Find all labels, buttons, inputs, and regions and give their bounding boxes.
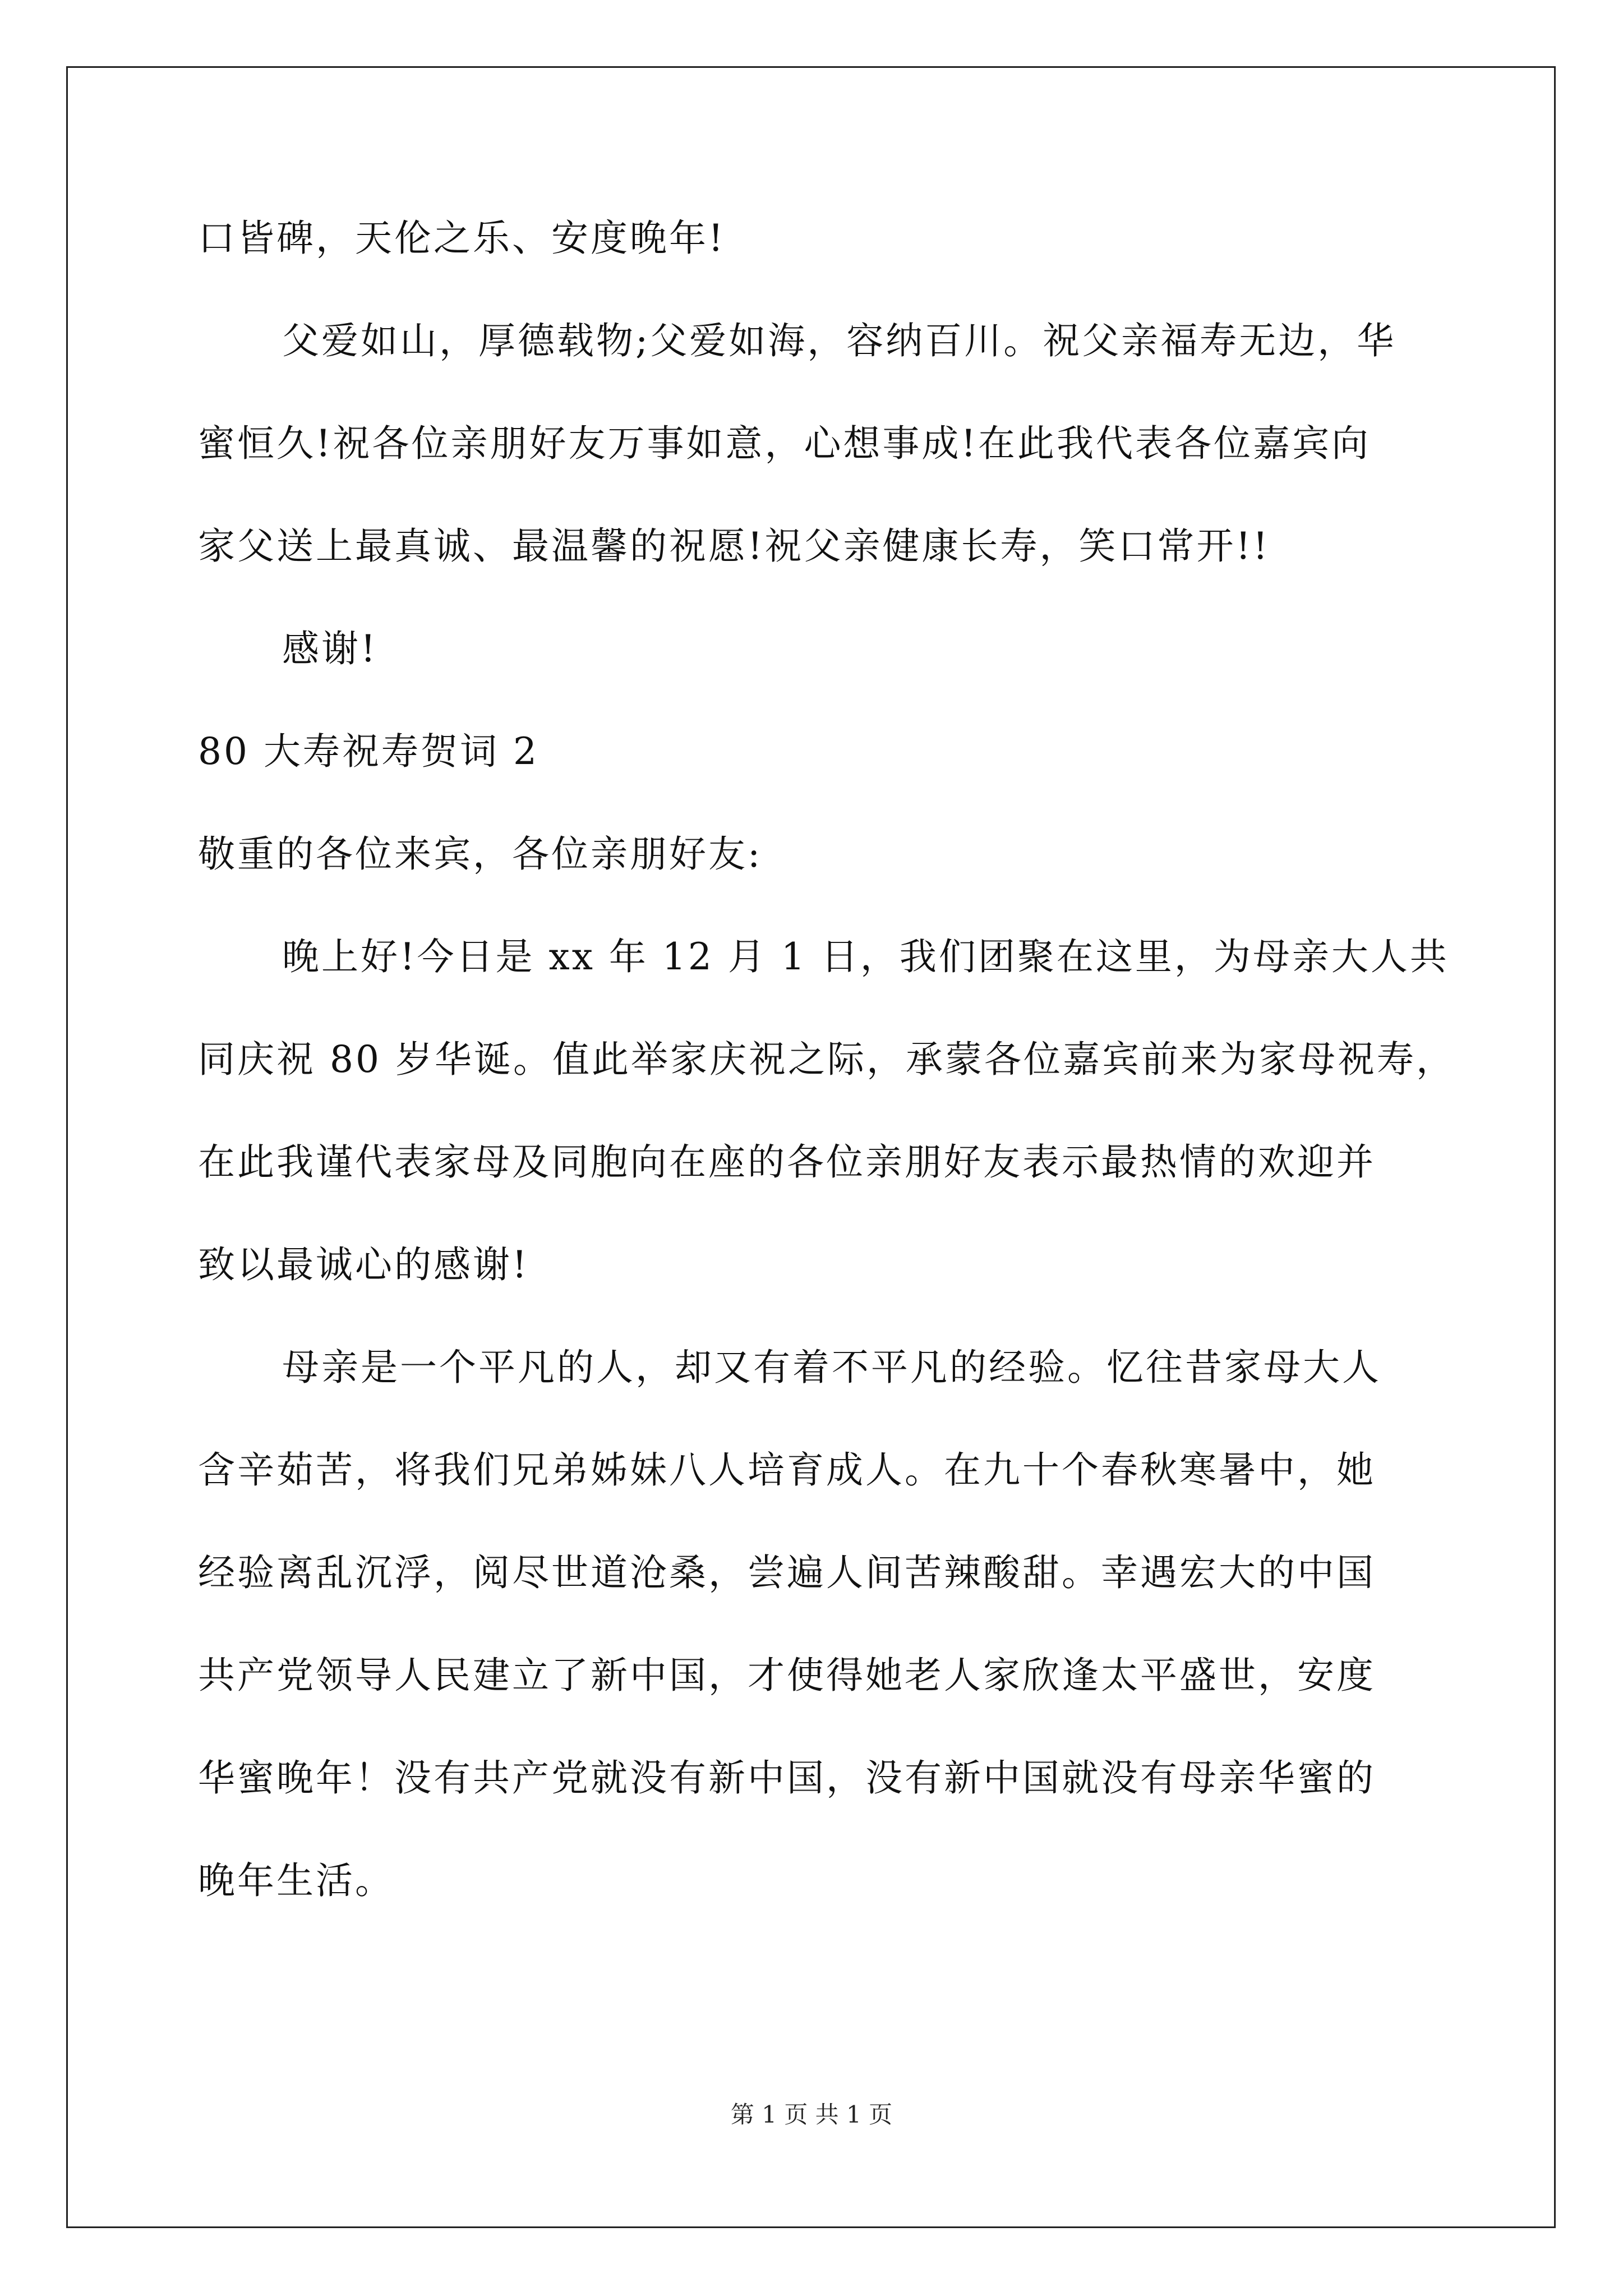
text-line: 致以最诚心的感谢! — [198, 1243, 529, 1286]
text-line: 华蜜晚年！没有共产党就没有新中国，没有新中国就没有母亲华蜜的 — [198, 1756, 1376, 1800]
text-line: 同庆祝 80 岁华诞。值此举家庆祝之际，承蒙各位嘉宾前来为家母祝寿， — [198, 1038, 1455, 1081]
section-heading: 80 大寿祝寿贺词 2 — [198, 730, 539, 773]
text-line: 含辛茹苦，将我们兄弟姊妹八人培育成人。在九十个春秋寒暑中，她 — [198, 1448, 1376, 1492]
salutation: 敬重的各位来宾，各位亲朋好友: — [198, 832, 763, 876]
text-line: 共产党领导人民建立了新中国，才使得她老人家欣逢太平盛世，安度 — [198, 1654, 1376, 1697]
text-line: 蜜恒久!祝各位亲朋好友万事如意，心想事成!在此我代表各位嘉宾向 — [198, 422, 1371, 465]
text-line: 父爱如山，厚德载物;父爱如海，容纳百川。祝父亲福寿无边，华 — [282, 319, 1396, 362]
page-footer: 第 1 页 共 1 页 — [730, 2101, 893, 2128]
text-line: 感谢! — [282, 627, 378, 670]
text-line: 母亲是一个平凡的人，却又有着不平凡的经验。忆往昔家母大人 — [282, 1346, 1381, 1389]
document-body — [198, 213, 1455, 1958]
text-line: 晚上好!今日是 xx 年 12 月 1 日，我们团聚在这里，为母亲大人共 — [282, 935, 1449, 978]
text-line: 口皆碑，天伦之乐、安度晚年! — [198, 217, 726, 260]
text-line: 经验离乱沉浮，阅尽世道沧桑，尝遍人间苦辣酸甜。幸遇宏大的中国 — [198, 1551, 1376, 1594]
text-line: 在此我谨代表家母及同胞向在座的各位亲朋好友表示最热情的欢迎并 — [198, 1140, 1376, 1184]
text-line: 晚年生活。 — [198, 1859, 394, 1902]
text-line: 家父送上最真诚、最温馨的祝愿!祝父亲健康长寿，笑口常开!! — [198, 524, 1270, 568]
